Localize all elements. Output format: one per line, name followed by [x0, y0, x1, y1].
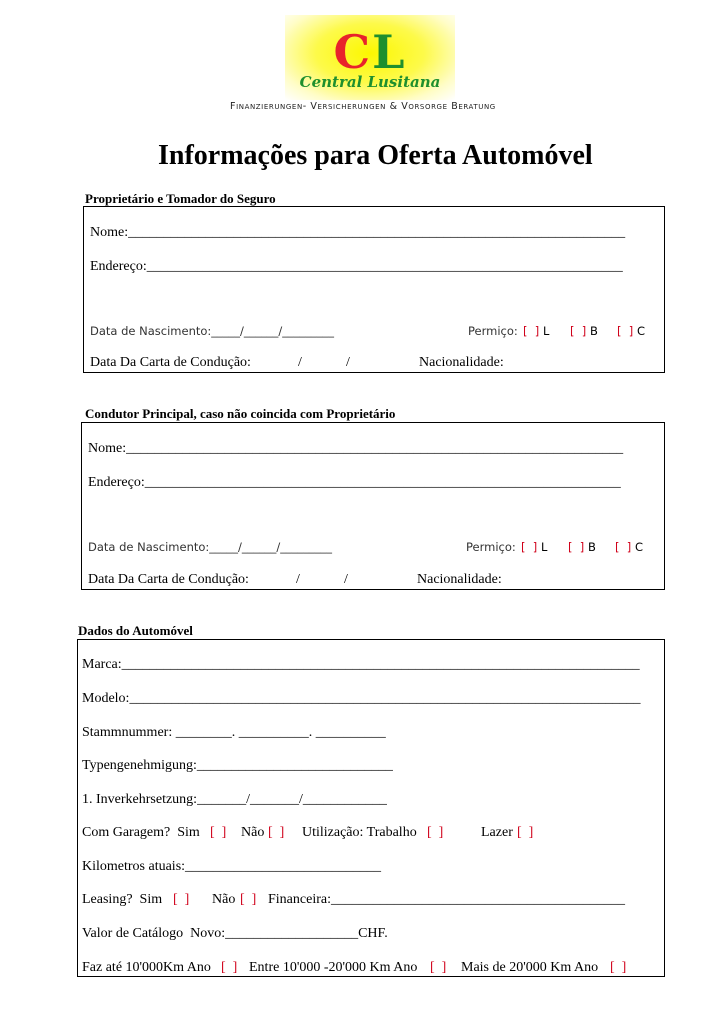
driver-permit-label: Permiço: [466, 540, 516, 554]
owner-permit-c[interactable]: [ ] C [617, 324, 645, 338]
car-first-registration-field[interactable]: 1. Inverkehrsetzung:_______/_______/____________ [82, 792, 387, 807]
date-separator: / [298, 355, 302, 370]
checkbox[interactable]: [ ] [521, 540, 538, 554]
km-option-2-label: Entre 10'000 -20'000 Km Ano [249, 960, 418, 975]
driver-permit-b[interactable]: [ ] B [568, 540, 596, 554]
driver-nationality-field[interactable]: Nacionalidade: [417, 572, 502, 587]
leasing-yes-checkbox[interactable]: [ ] [173, 892, 190, 907]
garage-question: Com Garagem? Sim [82, 825, 200, 840]
company-logo [285, 15, 455, 100]
car-section-heading: Dados do Automóvel [78, 623, 193, 638]
km-option-3-checkbox[interactable]: [ ] [610, 960, 627, 975]
catalog-value-field[interactable]: Valor de Catálogo Novo:___________________CHF. [82, 926, 388, 941]
company-tagline: Finanzierungen- Versicherungen & Vorsorge Beratung [230, 101, 496, 112]
owner-birthdate-field[interactable]: Data de Nascimento:_____/______/_________ [90, 324, 335, 338]
km-option-1-label: Faz até 10'000Km Ano [82, 960, 211, 975]
car-typengenehmigung-field[interactable]: Typengenehmigung:____________________________ [82, 758, 393, 773]
km-option-2-checkbox[interactable]: [ ] [430, 960, 447, 975]
car-model-field[interactable]: Modelo:_________________________________________________________________________ [82, 691, 641, 706]
garage-no-checkbox[interactable]: [ ] [268, 825, 285, 840]
owner-name-field[interactable]: Nome:_______________________________________________________________________ [90, 225, 626, 240]
driver-birthdate-field[interactable]: Data de Nascimento:_____/______/_________ [88, 540, 333, 554]
date-separator: / [346, 355, 350, 370]
usage-leisure-label: Lazer [481, 825, 513, 840]
owner-section-heading: Proprietário e Tomador do Seguro [85, 191, 276, 206]
driver-name-field[interactable]: Nome:_______________________________________________________________________ [88, 441, 624, 456]
checkbox[interactable]: [ ] [568, 540, 585, 554]
usage-leisure-checkbox[interactable]: [ ] [517, 825, 534, 840]
leasing-question: Leasing? Sim [82, 892, 163, 907]
leasing-no-label: Não [212, 892, 236, 907]
usage-work-label: Utilização: Trabalho [302, 825, 417, 840]
owner-permit-l[interactable]: [ ] L [523, 324, 550, 338]
driver-section-heading: Condutor Principal, caso não coincida com Proprietário [85, 406, 396, 421]
page-title: Informações para Oferta Automóvel [158, 140, 593, 171]
financing-company-field[interactable]: Financeira:__________________________________________ [268, 892, 625, 907]
date-separator: / [296, 572, 300, 587]
usage-work-checkbox[interactable]: [ ] [427, 825, 444, 840]
garage-no-label: Não [241, 825, 265, 840]
date-separator: / [344, 572, 348, 587]
driver-permit-c[interactable]: [ ] C [615, 540, 643, 554]
owner-permit-label: Permiço: [468, 324, 518, 338]
driver-permit-l[interactable]: [ ] L [521, 540, 548, 554]
owner-license-date-label[interactable]: Data Da Carta de Condução: [90, 355, 251, 370]
car-section-box [77, 639, 665, 977]
checkbox[interactable]: [ ] [523, 324, 540, 338]
driver-address-field[interactable]: Endereço:____________________________________________________________________ [88, 475, 621, 490]
owner-nationality-field[interactable]: Nacionalidade: [419, 355, 504, 370]
checkbox[interactable]: [ ] [617, 324, 634, 338]
garage-yes-checkbox[interactable]: [ ] [210, 825, 227, 840]
owner-permit-b[interactable]: [ ] B [570, 324, 598, 338]
checkbox[interactable]: [ ] [615, 540, 632, 554]
car-brand-field[interactable]: Marca:__________________________________________________________________________ [82, 657, 640, 672]
leasing-no-checkbox[interactable]: [ ] [240, 892, 257, 907]
logo-monogram: CL [333, 25, 407, 79]
logo-company-name: Central Lusitana [299, 73, 441, 91]
driver-license-date-label[interactable]: Data Da Carta de Condução: [88, 572, 249, 587]
km-option-3-label: Mais de 20'000 Km Ano [461, 960, 599, 975]
owner-section-box [83, 206, 665, 373]
owner-address-field[interactable]: Endereço:____________________________________________________________________ [90, 259, 623, 274]
checkbox[interactable]: [ ] [570, 324, 587, 338]
current-km-field[interactable]: Kilometros atuais:____________________________ [82, 859, 382, 874]
car-stammnummer-field[interactable]: Stammnummer: ________. __________. __________ [82, 725, 386, 740]
driver-section-box [81, 422, 665, 590]
km-option-1-checkbox[interactable]: [ ] [221, 960, 238, 975]
